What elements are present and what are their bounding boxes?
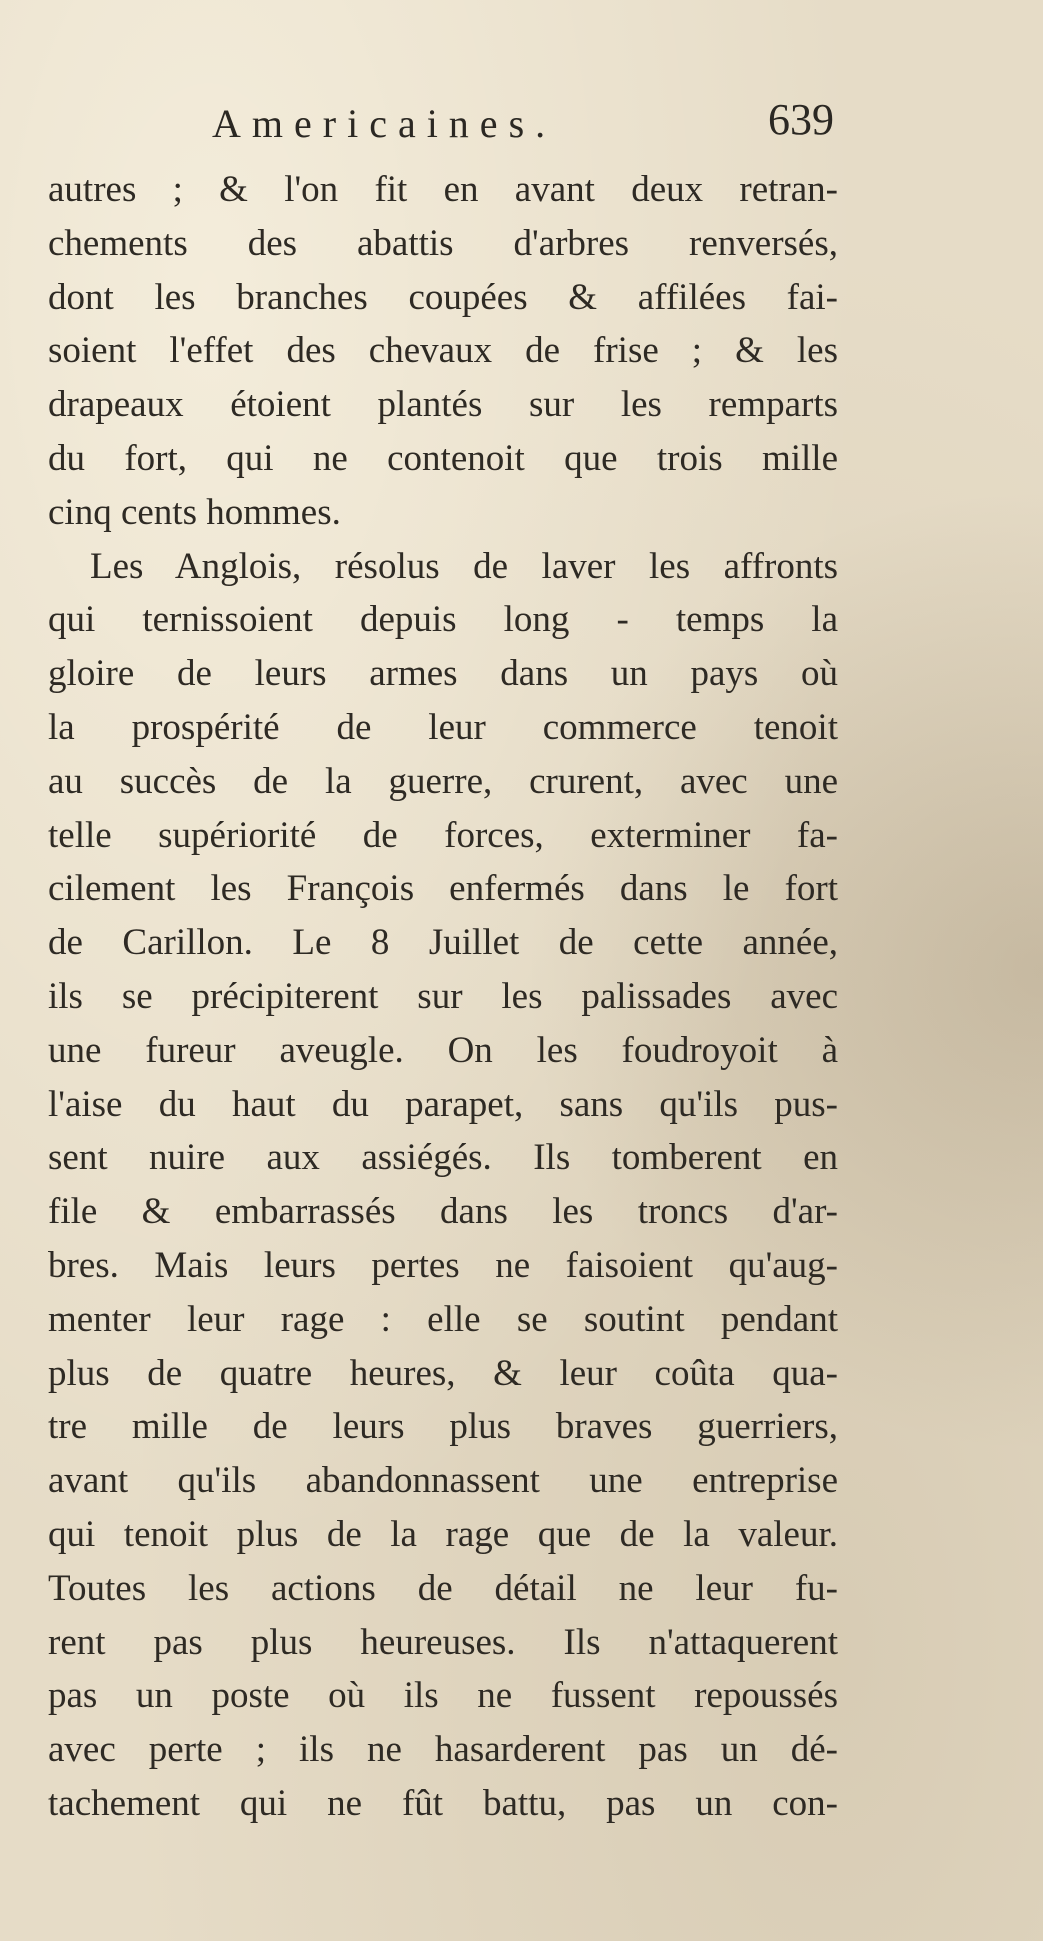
text-line: la prospérité de leur commerce tenoit [48,706,838,748]
text-line: Toutes les actions de détail ne leur fu- [48,1567,838,1609]
text-line: cinq cents hommes. [48,491,341,533]
text-line: menter leur rage : elle se soutint pendant [48,1298,838,1340]
text-line: Les Anglois, résolus de laver les affronts [90,545,838,587]
text-line: de Carillon. Le 8 Juillet de cette année, [48,922,838,964]
running-title: Americaines. [212,101,557,146]
text-line: avec perte ; ils ne hasarderent pas un dé- [48,1729,838,1771]
page-number: 639 [768,95,834,144]
body-text [48,163,838,1831]
text-line: dont les branches coupées & affilées fai- [48,276,838,318]
text-line: chements des abattis d'arbres renversés, [48,222,838,264]
text-line: tre mille de leurs plus braves guerriers, [48,1406,838,1448]
text-line: file & embarrassés dans les troncs d'ar- [48,1191,838,1233]
text-line: cilement les François enfermés dans le fort [48,868,838,910]
text-line: drapeaux étoient plantés sur les remparts [48,384,838,426]
text-line: bres. Mais leurs pertes ne faisoient qu'aug- [48,1244,838,1286]
text-line: qui tenoit plus de la rage que de la valeur. [48,1513,838,1555]
text-line: rent pas plus heureuses. Ils n'attaquerent [48,1621,838,1663]
text-line: soient l'effet des chevaux de frise ; & les [48,330,838,372]
text-line: du fort, qui ne contenoit que trois mille [48,437,838,479]
text-line: une fureur aveugle. On les foudroyoit à [48,1029,838,1071]
text-line: l'aise du haut du parapet, sans qu'ils pus- [48,1083,838,1125]
text-line: au succès de la guerre, crurent, avec une [48,760,838,802]
text-line: sent nuire aux assiégés. Ils tomberent en [48,1137,838,1179]
text-line: ils se précipiterent sur les palissades avec [48,975,838,1017]
text-line: gloire de leurs armes dans un pays où [48,653,838,695]
text-line: avant qu'ils abandonnassent une entreprise [48,1460,838,1502]
text-line: telle supériorité de forces, exterminer fa- [48,814,838,856]
text-line: plus de quatre heures, & leur coûta qua- [48,1352,838,1394]
text-line: tachement qui ne fût battu, pas un con- [48,1782,838,1824]
text-line: pas un poste où ils ne fussent repoussés [48,1675,838,1717]
text-line: autres ; & l'on fit en avant deux retran- [48,169,838,210]
text-line: qui ternissoient depuis long - temps la [48,599,838,641]
